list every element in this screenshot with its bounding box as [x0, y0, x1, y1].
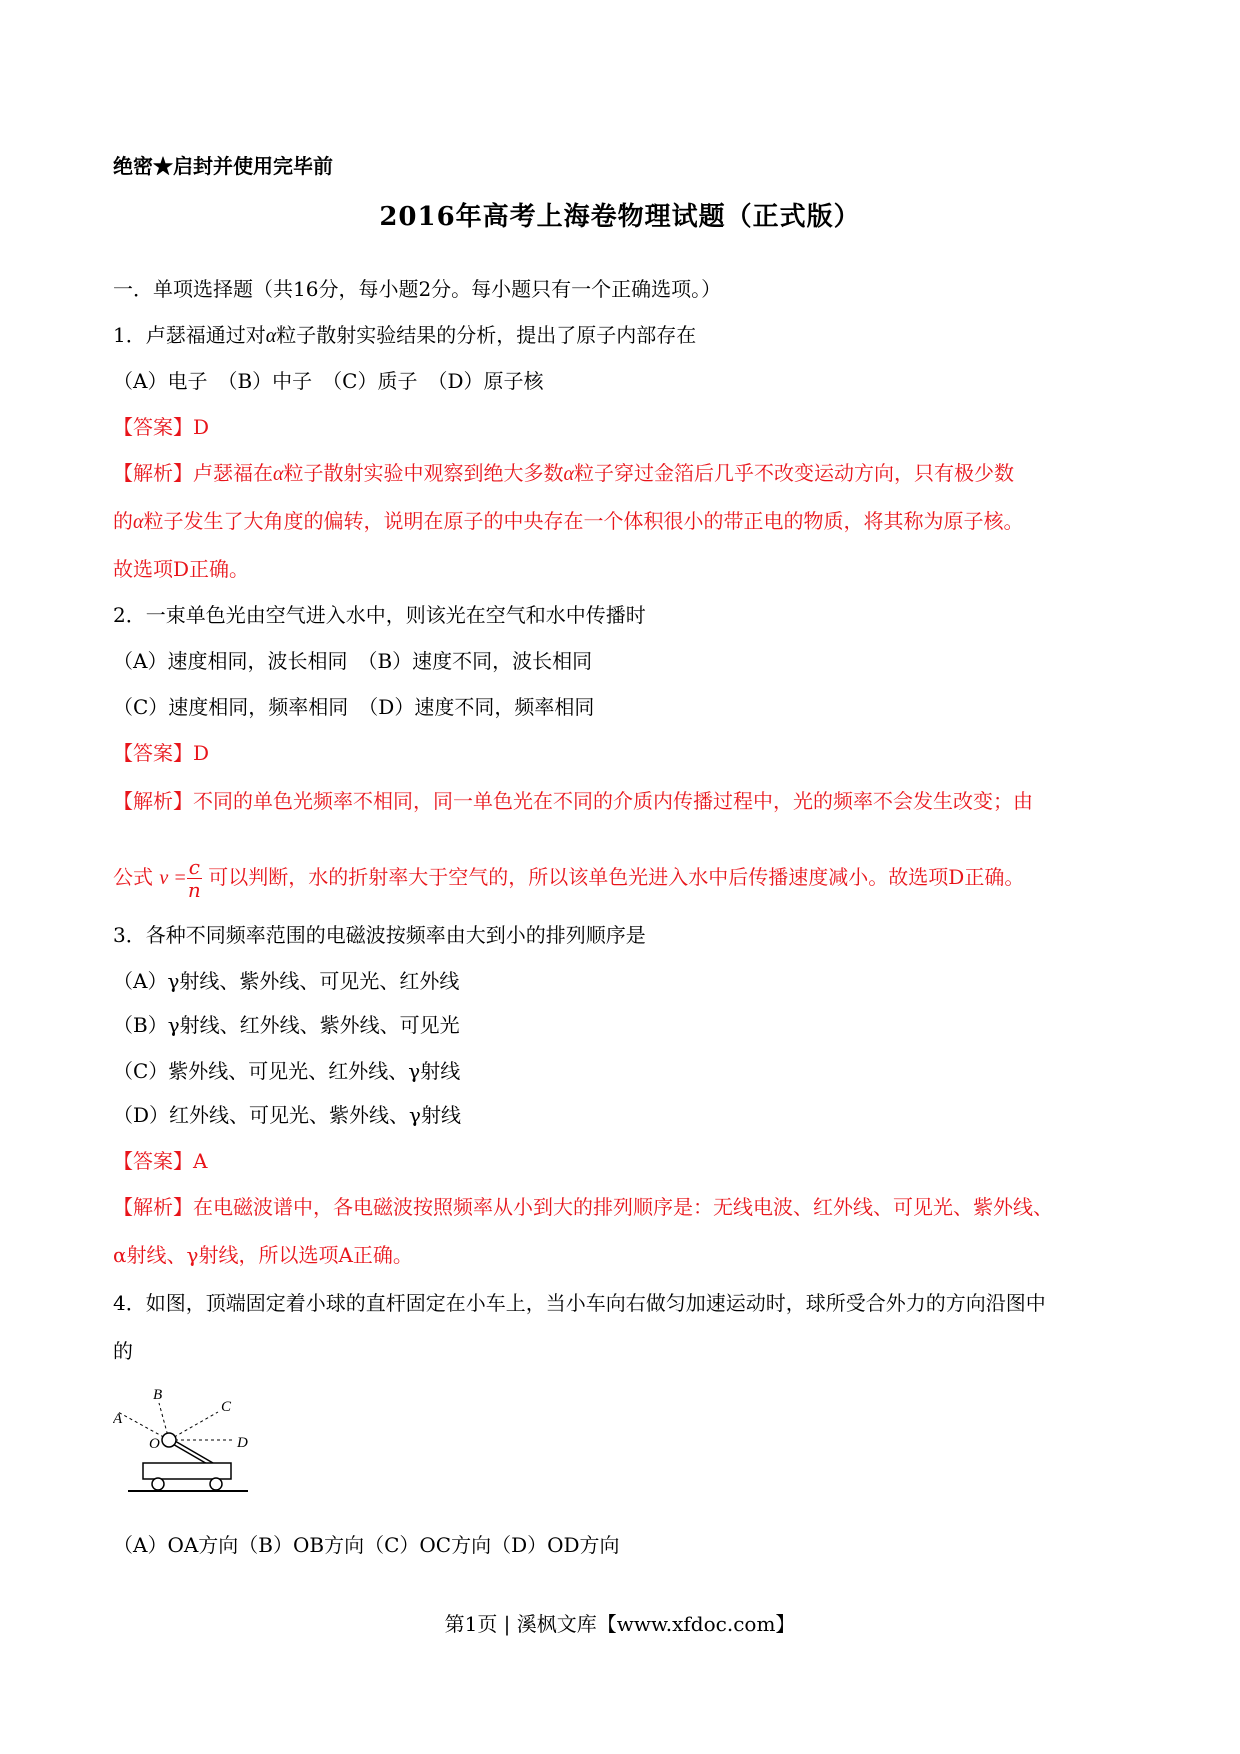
q2-answer: 【答案】D	[113, 741, 210, 765]
q4-options: （A）OA方向（B）OB方向（C）OC方向（D）OD方向	[113, 1533, 620, 1557]
alpha-symbol: α	[563, 463, 574, 485]
direction-line-oa	[118, 1412, 169, 1440]
alpha-symbol: α	[273, 463, 284, 485]
q2-exp-2a: 公式	[113, 865, 153, 889]
q2-explanation-line2	[113, 852, 1024, 903]
label-d: D	[237, 1435, 248, 1451]
label-a: A	[113, 1411, 123, 1427]
q1-exp-1c: 粒子穿过金箔后几乎不改变运动方向，只有极少数	[574, 461, 1014, 485]
q1-stem-post: 粒子散射实验结果的分析，提出了原子内部存在	[276, 323, 697, 347]
q3-explanation-line2: α射线、γ射线，所以选项A正确。	[113, 1243, 413, 1267]
q1-exp-1b: 粒子散射实验中观察到绝大多数	[283, 461, 564, 485]
q1-exp-1a: 卢瑟福在	[193, 461, 273, 485]
cart-force-diagram	[113, 1385, 263, 1495]
q1-options: （A）电子 （B）中子 （C）质子 （D）原子核	[113, 369, 544, 393]
q2-explanation-line1	[113, 788, 1033, 814]
label-b: B	[153, 1387, 163, 1403]
q3-option-c: （C）紫外线、可见光、红外线、γ射线	[113, 1059, 461, 1083]
q1-exp-2a: 的	[113, 509, 133, 533]
q2-options-1: （A）速度相同，波长相同 （B）速度不同，波长相同	[113, 649, 593, 673]
cart-wheel-left	[152, 1478, 164, 1490]
q1-explanation-line2	[113, 508, 1024, 535]
q2-exp-1: 不同的单色光频率不相同，同一单色光在不同的介质内传播过程中，光的频率不会发生改变；由	[193, 789, 1033, 813]
rod-edge-2	[175, 1441, 213, 1463]
q4-stem-line2: 的	[113, 1339, 133, 1363]
formula-numerator: c	[188, 855, 200, 879]
page-footer: 第1页 | 溪枫文库【www.xfdoc.com】	[444, 1612, 796, 1636]
q3-option-d: （D）红外线、可见光、紫外线、γ射线	[113, 1103, 461, 1127]
q3-stem: 3．各种不同频率范围的电磁波按频率由大到小的排列顺序是	[113, 923, 646, 947]
alpha-symbol: α	[265, 325, 277, 347]
ball	[162, 1433, 176, 1447]
q2-exp-2b: 可以判断，水的折射率大于空气的，所以该单色光进入水中后传播速度减小。故选项D正确。	[208, 865, 1025, 889]
formula-denominator: n	[187, 878, 201, 902]
q1-exp-2b: 粒子发生了大角度的偏转，说明在原子的中央存在一个体积很小的带正电的物质，将其称为原子核。	[143, 509, 1024, 533]
q1-answer: 【答案】D	[113, 415, 210, 439]
secret-label: 绝密★启封并使用完毕前	[113, 154, 333, 178]
q3-exp-1: 在电磁波谱中，各电磁波按照频率从小到大的排列顺序是：无线电波、红外线、可见光、紫外线、	[193, 1195, 1053, 1219]
q2-options-2: （C）速度相同，频率相同 （D）速度不同，频率相同	[113, 695, 595, 719]
q1-explanation-line3: 故选项D正确。	[113, 557, 250, 581]
formula-fraction	[187, 856, 202, 901]
section-heading: 一．单项选择题（共16分，每小题2分。每小题只有一个正确选项。）	[113, 277, 722, 301]
cart-body	[143, 1463, 231, 1479]
direction-line-oc	[169, 1412, 218, 1440]
label-c: C	[221, 1399, 232, 1415]
cart-wheel-right	[210, 1478, 222, 1490]
q1-explanation-line1	[113, 460, 1014, 487]
formula-lhs: v =	[159, 867, 187, 889]
q1-stem	[113, 322, 696, 349]
alpha-symbol: α	[133, 511, 144, 533]
q3-option-a: （A）γ射线、紫外线、可见光、红外线	[113, 969, 460, 993]
q4-stem-line1: 4．如图，顶端固定着小球的直杆固定在小车上，当小车向右做匀加速运动时，球所受合外力的方向沿图中	[113, 1291, 1046, 1315]
page-title: 2016年高考上海卷物理试题（正式版）	[379, 202, 861, 232]
q2-stem: 2．一束单色光由空气进入水中，则该光在空气和水中传播时	[113, 603, 646, 627]
label-o: O	[149, 1436, 160, 1452]
q1-exp-tag: 【解析】	[113, 461, 193, 485]
q3-answer: 【答案】A	[113, 1149, 208, 1173]
q3-explanation-line1	[113, 1194, 1053, 1220]
q3-exp-tag: 【解析】	[113, 1195, 193, 1219]
q3-option-b: （B）γ射线、红外线、紫外线、可见光	[113, 1013, 460, 1037]
q1-stem-pre: 1．卢瑟福通过对	[113, 323, 266, 347]
q2-exp-tag: 【解析】	[113, 789, 193, 813]
rod-edge-1	[171, 1443, 209, 1465]
